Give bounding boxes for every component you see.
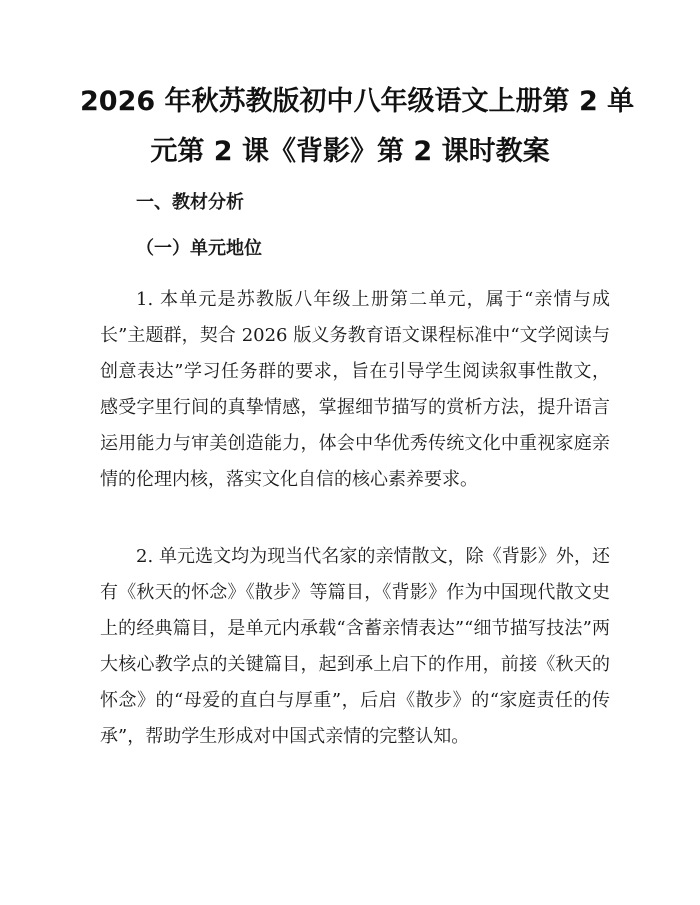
paragraph-2: 2. 单元选文均为现当代名家的亲情散文，除《背影》外，还有《秋天的怀念》《散步》等篇目，《背影》作为中国现代散文史上的经典篇目，是单元内承载“含蓄亲情表达”“细节描写技法”两大核心教学点的关键篇目，起到承上启下的作用，前接《秋天的怀念》的“母爱的直白与厚重”，后启《散步》的“家庭责任的传承”，帮助学生形成对中国式亲情的完整认知。 [100, 546, 610, 747]
subsection-heading: （一）单元地位 [136, 238, 262, 259]
paragraph-1: 1. 本单元是苏教版八年级上册第二单元，属于“亲情与成长”主题群，契合 2026 版义务教育语文课程标准中“文学阅读与创意表达”学习任务群的要求，旨在引导学生阅读叙事性散文，感受字里行间的真挚情感，掌握细节描写的赏析方法，提升语言运用能力与审美创造能力，体会中华优秀传统文化中重视家庭亲情的伦理内核，落实文化自信的核心素养要求。 [100, 289, 610, 490]
section-heading: 一、教材分析 [136, 192, 244, 213]
document-title-line-2: 元第 2 课《背影》第 2 课时教案 [150, 136, 550, 167]
document-title-line-1: 2026 年秋苏教版初中八年级语文上册第 2 单 [80, 86, 635, 117]
